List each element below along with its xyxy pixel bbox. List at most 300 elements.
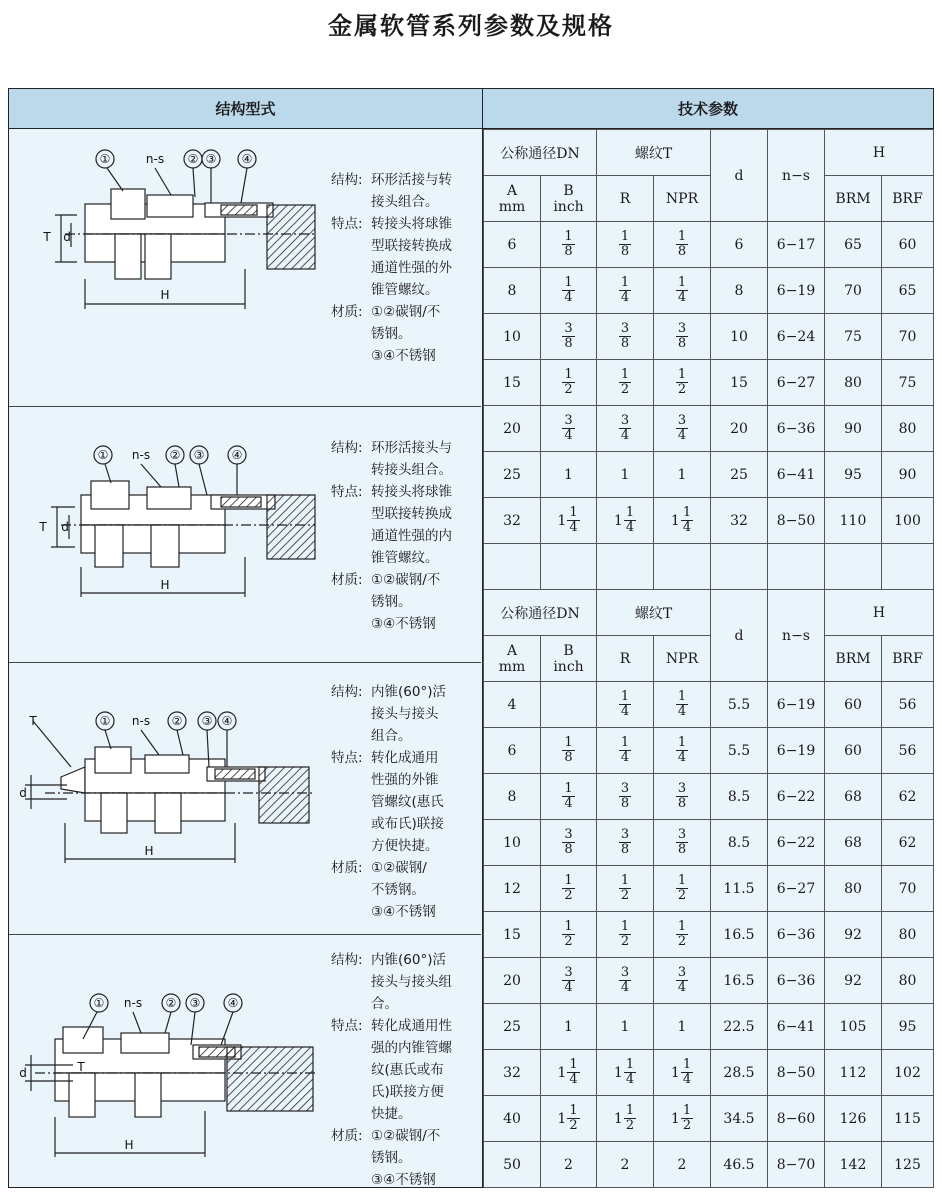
description-text: 转接头将球锥: [371, 484, 452, 500]
h-dim-label: H: [144, 844, 154, 858]
cell-ns: 6−27: [768, 866, 825, 912]
cell-brm: 60: [825, 728, 882, 774]
description-text: 型联接转换成: [371, 238, 452, 254]
description-key: 材质:: [331, 860, 363, 876]
description-line: [331, 949, 481, 971]
part-4-label: ④: [221, 714, 233, 728]
fraction-value: $\frac{1}{8}$: [677, 229, 687, 259]
description-line: [331, 1059, 481, 1081]
cell-ns: 6−22: [768, 774, 825, 820]
cell-brf: 62: [882, 820, 934, 866]
cell-brf: 65: [882, 268, 934, 314]
cell-npr: [654, 1050, 711, 1096]
description-line: [331, 813, 481, 835]
description-text: ③④不锈钢: [371, 904, 436, 920]
table-row: [484, 1096, 934, 1142]
cell-brm: [825, 544, 882, 590]
description-key: 材质:: [331, 572, 363, 588]
description-line: [331, 191, 481, 213]
cell-r: [597, 820, 654, 866]
cell-r: [597, 544, 654, 590]
fraction-value: $\frac{1}{8}$: [564, 735, 573, 765]
table-row: [484, 544, 934, 590]
fraction-value: $\frac{3}{8}$: [620, 827, 630, 857]
cell-d: 6: [711, 222, 768, 268]
description-text: 转接头将球锥: [371, 216, 452, 232]
part-1-label: ①: [97, 448, 109, 462]
description-text: 接头与接头组: [371, 974, 452, 990]
fraction-value: $\frac{3}{4}$: [564, 413, 573, 443]
params-table-2: [483, 589, 934, 1188]
table-row: [484, 498, 934, 544]
cell-d: 32: [711, 498, 768, 544]
description-text: ①②碳钢/不: [371, 304, 441, 320]
r-header: R: [597, 176, 654, 222]
brf-header: BRF: [882, 176, 934, 222]
description-text: 转化成通用: [371, 750, 439, 766]
fraction-value: $\frac{3}{4}$: [677, 413, 687, 443]
cell-brm: 95: [825, 452, 882, 498]
structure-description-2: [331, 437, 481, 635]
description-text: 氏)联接方便: [371, 1084, 444, 1100]
cell-ns: 6−22: [768, 820, 825, 866]
cell-npr: [654, 866, 711, 912]
cell-b: [541, 728, 597, 774]
t-dim-label: T: [43, 230, 51, 244]
cell-d: 34.5: [711, 1096, 768, 1142]
dn-header: 公称通径DN: [484, 130, 597, 176]
cell-b: 2: [541, 1142, 597, 1188]
cell-npr: [654, 222, 711, 268]
description-text: 方便快捷。: [371, 838, 439, 854]
cell-a: 4: [484, 682, 541, 728]
fraction-value: 1 $\frac{1}{4}$: [613, 505, 635, 535]
table-row: [484, 268, 934, 314]
structure-header: 结构型式: [9, 89, 483, 129]
description-line: [331, 1125, 481, 1147]
cell-npr: 1: [654, 1004, 711, 1050]
table-row: [484, 866, 934, 912]
fraction-value: $\frac{1}{2}$: [564, 919, 573, 949]
fraction-value: $\frac{3}{8}$: [620, 321, 630, 351]
cell-brm: 142: [825, 1142, 882, 1188]
cell-b: [541, 1050, 597, 1096]
cell-r: [597, 1050, 654, 1096]
cell-brf: 80: [882, 406, 934, 452]
cell-ns: 8−70: [768, 1142, 825, 1188]
description-text: 不锈钢。: [371, 882, 425, 898]
cell-d: 10: [711, 314, 768, 360]
cell-ns: [768, 544, 825, 590]
cell-brf: 70: [882, 314, 934, 360]
cell-b: 1: [541, 1004, 597, 1050]
structure-section-3: [9, 663, 481, 935]
table-row: [484, 1050, 934, 1096]
table-row: [484, 820, 934, 866]
fraction-value: $\frac{3}{4}$: [620, 965, 630, 995]
cell-b: [541, 1096, 597, 1142]
cell-r: [597, 682, 654, 728]
description-line: [331, 993, 481, 1015]
r-header: R: [597, 636, 654, 682]
h-header: H: [825, 590, 934, 636]
table-row: [484, 682, 934, 728]
part-2-label: ②: [165, 996, 177, 1010]
description-text: 锥管螺纹。: [371, 550, 439, 566]
description-text: 通道性强的内: [371, 528, 452, 544]
cell-a: 6: [484, 728, 541, 774]
description-key: 材质:: [331, 1128, 363, 1144]
part-3-label: ③: [205, 152, 217, 166]
cell-d: 5.5: [711, 682, 768, 728]
thread-header: 螺纹T: [597, 130, 711, 176]
description-key: 特点:: [331, 1018, 363, 1034]
cell-d: 28.5: [711, 1050, 768, 1096]
cell-d: 25: [711, 452, 768, 498]
fraction-value: $\frac{3}{8}$: [677, 321, 687, 351]
part-1-label: ①: [93, 996, 105, 1010]
cell-ns: 6−36: [768, 406, 825, 452]
cell-b: [541, 820, 597, 866]
description-text: ③④不锈钢: [371, 1172, 436, 1188]
part-2-label: ②: [187, 152, 199, 166]
cell-r: 1: [597, 452, 654, 498]
cell-a: 12: [484, 866, 541, 912]
cell-npr: [654, 912, 711, 958]
description-line: [331, 1081, 481, 1103]
part-4-label: ④: [231, 448, 243, 462]
fraction-value: 1 $\frac{1}{2}$: [670, 1103, 692, 1133]
cell-npr: [654, 498, 711, 544]
fraction-value: $\frac{1}{4}$: [677, 735, 687, 765]
b-inch-header: B inch: [541, 176, 597, 222]
cell-b: [541, 682, 597, 728]
cell-ns: 6−36: [768, 912, 825, 958]
cell-d: 8.5: [711, 820, 768, 866]
cell-d: 22.5: [711, 1004, 768, 1050]
description-text: 通道性强的外: [371, 260, 452, 276]
npr-header: NPR: [654, 636, 711, 682]
t-dim-label: T: [77, 1060, 85, 1074]
cell-ns: 6−36: [768, 958, 825, 1004]
fitting-diagram-4: [15, 935, 325, 1187]
description-line: [331, 257, 481, 279]
description-key: 特点:: [331, 484, 363, 500]
table-row: [484, 1142, 934, 1188]
cell-brm: 110: [825, 498, 882, 544]
h-header: H: [825, 130, 934, 176]
description-line: [331, 857, 481, 879]
description-text: 内锥(60°)活: [371, 952, 446, 968]
cell-a: 10: [484, 314, 541, 360]
description-text: 锈钢。: [371, 326, 412, 342]
description-line: [331, 569, 481, 591]
cell-d: 16.5: [711, 958, 768, 1004]
cell-b: [541, 268, 597, 314]
description-key: 特点:: [331, 750, 363, 766]
structure-description-1: [331, 169, 481, 367]
cell-brm: 92: [825, 958, 882, 1004]
cell-brf: 125: [882, 1142, 934, 1188]
cell-d: 8.5: [711, 774, 768, 820]
brm-header: BRM: [825, 176, 882, 222]
structure-description-4: [331, 949, 481, 1191]
b-inch-header: B inch: [541, 636, 597, 682]
part-4-label: ④: [241, 152, 253, 166]
cell-brm: 65: [825, 222, 882, 268]
description-text: ③④不锈钢: [371, 348, 436, 364]
cell-brm: 80: [825, 866, 882, 912]
technical-params-column: [483, 129, 933, 1187]
brf-header: BRF: [882, 636, 934, 682]
fraction-value: $\frac{3}{8}$: [620, 781, 630, 811]
fraction-value: 1 $\frac{1}{4}$: [557, 505, 578, 535]
cell-npr: [654, 728, 711, 774]
description-text: 锥管螺纹。: [371, 282, 439, 298]
cell-a: 20: [484, 406, 541, 452]
description-text: 或布氏)联接: [371, 816, 444, 832]
cell-brf: 80: [882, 958, 934, 1004]
cell-d: 16.5: [711, 912, 768, 958]
cell-r: [597, 912, 654, 958]
description-text: 接头组合。: [371, 194, 439, 210]
fraction-value: $\frac{3}{8}$: [564, 321, 573, 351]
description-text: ①②碳钢/不: [371, 572, 441, 588]
table-row: [484, 774, 934, 820]
cell-npr: [654, 820, 711, 866]
d-dim-label: d: [19, 1066, 27, 1080]
cell-r: [597, 314, 654, 360]
description-text: 锈钢。: [371, 1150, 412, 1166]
cell-b: [541, 406, 597, 452]
cell-r: [597, 406, 654, 452]
cell-b: [541, 360, 597, 406]
description-text: ③④不锈钢: [371, 616, 436, 632]
cell-npr: [654, 958, 711, 1004]
technical-params-header: 技术参数: [483, 89, 933, 129]
cell-d: 11.5: [711, 866, 768, 912]
cell-b: [541, 498, 597, 544]
table-row: [484, 728, 934, 774]
description-text: 组合。: [371, 728, 412, 744]
cell-npr: 2: [654, 1142, 711, 1188]
fraction-value: $\frac{1}{4}$: [677, 275, 687, 305]
cell-brm: 68: [825, 774, 882, 820]
cell-brm: 105: [825, 1004, 882, 1050]
cell-npr: 1: [654, 452, 711, 498]
h-dim-label: H: [160, 578, 170, 592]
description-line: [331, 459, 481, 481]
description-text: ①②碳钢/不: [371, 1128, 441, 1144]
npr-header: NPR: [654, 176, 711, 222]
cell-npr: [654, 314, 711, 360]
cell-a: 50: [484, 1142, 541, 1188]
fraction-value: 1 $\frac{1}{4}$: [670, 505, 692, 535]
cell-a: 8: [484, 268, 541, 314]
description-text: 转接头组合。: [371, 462, 452, 478]
fitting-diagram-2: [15, 407, 325, 663]
cell-brf: 100: [882, 498, 934, 544]
ns-header: n−s: [768, 130, 825, 222]
fraction-value: $\frac{1}{4}$: [620, 735, 630, 765]
t-dim-label: T: [29, 714, 37, 728]
description-key: 结构:: [331, 684, 363, 700]
cell-brf: 56: [882, 728, 934, 774]
cell-r: [597, 268, 654, 314]
cell-a: 32: [484, 1050, 541, 1096]
cell-npr: [654, 406, 711, 452]
cell-ns: 6−27: [768, 360, 825, 406]
description-line: [331, 345, 481, 367]
structure-section-1: [9, 129, 481, 407]
part-4-label: ④: [227, 996, 239, 1010]
cell-a: 32: [484, 498, 541, 544]
description-line: [331, 525, 481, 547]
description-line: [331, 879, 481, 901]
description-line: [331, 437, 481, 459]
cell-a: 15: [484, 912, 541, 958]
cell-npr: [654, 774, 711, 820]
table-row: [484, 314, 934, 360]
ns-header: n−s: [768, 590, 825, 682]
part-1-label: ①: [99, 152, 111, 166]
description-line: [331, 301, 481, 323]
fraction-value: $\frac{3}{8}$: [677, 781, 687, 811]
structure-section-2: [9, 407, 481, 663]
h-dim-label: H: [160, 288, 170, 302]
structure-column: [9, 129, 483, 1187]
fraction-value: $\frac{1}{2}$: [620, 367, 630, 397]
cell-ns: 8−60: [768, 1096, 825, 1142]
description-key: 结构:: [331, 440, 363, 456]
description-text: 管螺纹(惠氏: [371, 794, 444, 810]
part-1-label: ①: [99, 714, 111, 728]
cell-brf: 60: [882, 222, 934, 268]
cell-b: [541, 774, 597, 820]
cell-a: 25: [484, 1004, 541, 1050]
table-row: [484, 958, 934, 1004]
description-text: 快捷。: [371, 1106, 412, 1122]
params-table-1: [483, 129, 934, 590]
cell-brm: 75: [825, 314, 882, 360]
a-mm-header: A mm: [484, 636, 541, 682]
description-line: [331, 169, 481, 191]
cell-npr: [654, 360, 711, 406]
description-line: [331, 681, 481, 703]
cell-brm: 68: [825, 820, 882, 866]
cell-a: [484, 544, 541, 590]
cell-r: [597, 866, 654, 912]
cell-d: 46.5: [711, 1142, 768, 1188]
cell-brf: 70: [882, 866, 934, 912]
d-dim-label: d: [19, 786, 27, 800]
cell-b: [541, 866, 597, 912]
cell-brm: 80: [825, 360, 882, 406]
cell-d: 15: [711, 360, 768, 406]
fraction-value: $\frac{1}{2}$: [677, 919, 687, 949]
description-line: [331, 971, 481, 993]
description-text: 锈钢。: [371, 594, 412, 610]
cell-npr: [654, 1096, 711, 1142]
cell-r: [597, 958, 654, 1004]
cell-a: 8: [484, 774, 541, 820]
description-text: 接头与接头: [371, 706, 439, 722]
description-line: [331, 769, 481, 791]
description-line: [331, 1147, 481, 1169]
table-row: [484, 406, 934, 452]
cell-r: [597, 728, 654, 774]
description-text: 内锥(60°)活: [371, 684, 446, 700]
part-3-label: ③: [193, 448, 205, 462]
cell-ns: 8−50: [768, 1050, 825, 1096]
fitting-diagram-1: [15, 129, 325, 407]
fraction-value: $\frac{1}{2}$: [564, 367, 573, 397]
structure-description-3: [331, 681, 481, 923]
cell-brf: 75: [882, 360, 934, 406]
fitting-diagram-3: [15, 663, 325, 935]
cell-brf: 62: [882, 774, 934, 820]
description-text: ①②碳钢/: [371, 860, 427, 876]
fraction-value: $\frac{1}{8}$: [620, 229, 630, 259]
cell-npr: [654, 544, 711, 590]
fraction-value: $\frac{1}{2}$: [677, 367, 687, 397]
description-line: [331, 791, 481, 813]
description-line: [331, 279, 481, 301]
description-text: 转化成通用性: [371, 1018, 452, 1034]
cell-d: 20: [711, 406, 768, 452]
part-3-label: ③: [189, 996, 201, 1010]
cell-brm: 60: [825, 682, 882, 728]
cell-r: [597, 360, 654, 406]
spec-table-frame: [8, 88, 934, 1188]
cell-a: 20: [484, 958, 541, 1004]
cell-ns: 6−19: [768, 728, 825, 774]
t-dim-label: T: [39, 520, 47, 534]
thread-header: 螺纹T: [597, 590, 711, 636]
d-header: d: [711, 130, 768, 222]
cell-b: [541, 222, 597, 268]
fraction-value: $\frac{1}{4}$: [564, 781, 573, 811]
description-key: 材质:: [331, 304, 363, 320]
fraction-value: $\frac{1}{2}$: [620, 919, 630, 949]
description-line: [331, 547, 481, 569]
cell-ns: 6−41: [768, 452, 825, 498]
description-line: [331, 1103, 481, 1125]
fraction-value: $\frac{3}{8}$: [677, 827, 687, 857]
d-dim-label: d: [61, 520, 69, 534]
cell-b: [541, 912, 597, 958]
description-line: [331, 1037, 481, 1059]
fraction-value: $\frac{3}{4}$: [564, 965, 573, 995]
cell-d: 5.5: [711, 728, 768, 774]
description-text: 性强的外锥: [371, 772, 439, 788]
fraction-value: $\frac{1}{2}$: [564, 873, 573, 903]
fraction-value: $\frac{3}{4}$: [620, 413, 630, 443]
table-row: [484, 222, 934, 268]
description-line: [331, 835, 481, 857]
ns-label: n-s: [131, 448, 151, 462]
fraction-value: $\frac{1}{4}$: [620, 275, 630, 305]
cell-ns: 6−24: [768, 314, 825, 360]
brm-header: BRM: [825, 636, 882, 682]
ns-label: n-s: [145, 152, 165, 166]
fraction-value: $\frac{1}{2}$: [620, 873, 630, 903]
description-text: 纹(惠氏或布: [371, 1062, 444, 1078]
structure-section-4: [9, 935, 481, 1187]
cell-a: 6: [484, 222, 541, 268]
cell-ns: 6−41: [768, 1004, 825, 1050]
description-line: [331, 323, 481, 345]
